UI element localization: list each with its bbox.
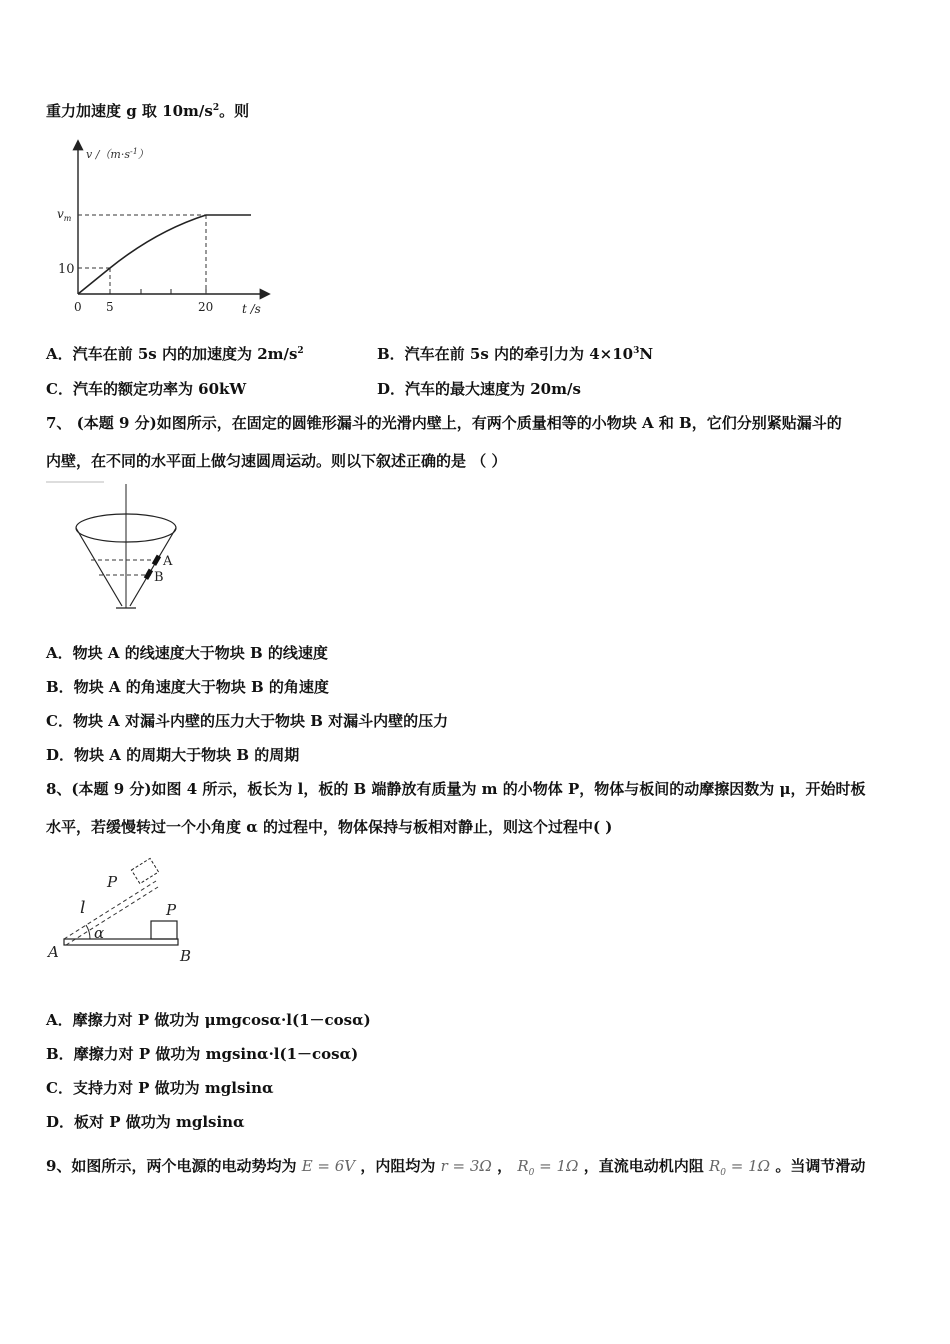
- graph-y10-label: 10: [58, 262, 75, 277]
- q6-option-d: D．汽车的最大速度为 20m/s: [377, 380, 581, 398]
- block-p-tilted: [131, 858, 158, 883]
- q7-option-b: B．物块 A 的角速度大于物块 B 的角速度: [46, 678, 329, 696]
- q6-option-a: A．汽车在前 5s 内的加速度为 $2m/s^2$: [46, 345, 304, 363]
- q9-internal-resistance: r = 3Ω: [440, 1157, 492, 1175]
- incline-plate-diagram: [44, 855, 204, 970]
- graph-x0-label: 0: [74, 300, 82, 314]
- q8-option-a: A．摩擦力对 P 做功为 μmgcosα·l(1－cosα): [46, 1011, 371, 1029]
- label-b: B: [180, 947, 192, 965]
- q7-option-a: A．物块 A 的线速度大于物块 B 的线速度: [46, 644, 328, 662]
- graph-x5-label: 5: [106, 300, 114, 314]
- label-p-tilted: P: [107, 873, 118, 891]
- graph-ylabel: v $/(m\cdot s^{-1})$: [86, 147, 149, 161]
- label-l: l: [80, 898, 86, 918]
- q7-stem-line1: 7、 (本题 9 分)如图所示，在固定的圆锥形漏斗的光滑内壁上，有两个质量相等的小物块 A 和 B，它们分别紧贴漏斗的: [46, 414, 842, 432]
- q6-option-b: B．汽车在前 5s 内的牵引力为 $4\times 10^3N$: [377, 345, 654, 363]
- funnel-diagram: [44, 480, 194, 615]
- velocity-curve: [78, 215, 251, 294]
- graph-vm-label: $v_m$: [57, 207, 72, 223]
- q9-r0: $R_0 = 1\Omega$: [517, 1157, 579, 1178]
- funnel-label-a: A: [163, 554, 173, 569]
- block-p: [151, 921, 177, 939]
- q8-stem-line2: 水平，若缓慢转过一个小角度 α 的过程中，物体保持与板相对静止，则这个过程中( ): [46, 818, 613, 836]
- q9-stem: 9、如图所示，两个电源的电动势均为 E = 6V ，内阻均为 r = 3Ω ， $R_0 = 1\Omega$ ，直流电动机内阻 $R_0 = 1\Omega$ 。当调节滑动: [46, 1157, 866, 1178]
- label-alpha: α: [94, 924, 105, 942]
- q6-option-c: C．汽车的额定功率为 60kW: [46, 380, 247, 398]
- q6-intro: 重力加速度 g 取 $10m/s^2$。则: [46, 102, 250, 120]
- graph-x20-label: 20: [198, 300, 214, 314]
- graph-xlabel: t /s: [242, 302, 261, 316]
- q9-emf: E = 6V: [301, 1157, 356, 1175]
- q8-option-c: C．支持力对 P 做功为 mglsinα: [46, 1079, 274, 1097]
- funnel-label-b: B: [154, 570, 164, 585]
- q8-option-b: B．摩擦力对 P 做功为 mgsinα·l(1－cosα): [46, 1045, 359, 1063]
- label-p: P: [166, 901, 177, 919]
- q8-stem-line1: 8、(本题 9 分)如图 4 所示，板长为 l，板的 B 端静放有质量为 m 的小物体 P，物体与板间的动摩擦因数为 μ，开始时板: [46, 780, 866, 798]
- q7-stem-line2: 内壁，在不同的水平面上做匀速圆周运动。则以下叙述正确的是 （ ）: [46, 452, 507, 470]
- velocity-time-graph: [46, 136, 276, 326]
- q7-option-d: D．物块 A 的周期大于物块 B 的周期: [46, 746, 300, 764]
- q8-option-d: D．板对 P 做功为 mglsinα: [46, 1113, 245, 1131]
- q7-option-c: C．物块 A 对漏斗内壁的压力大于物块 B 对漏斗内壁的压力: [46, 712, 449, 730]
- label-a: A: [48, 943, 59, 961]
- q9-motor-resistance: $R_0 = 1\Omega$: [708, 1157, 771, 1178]
